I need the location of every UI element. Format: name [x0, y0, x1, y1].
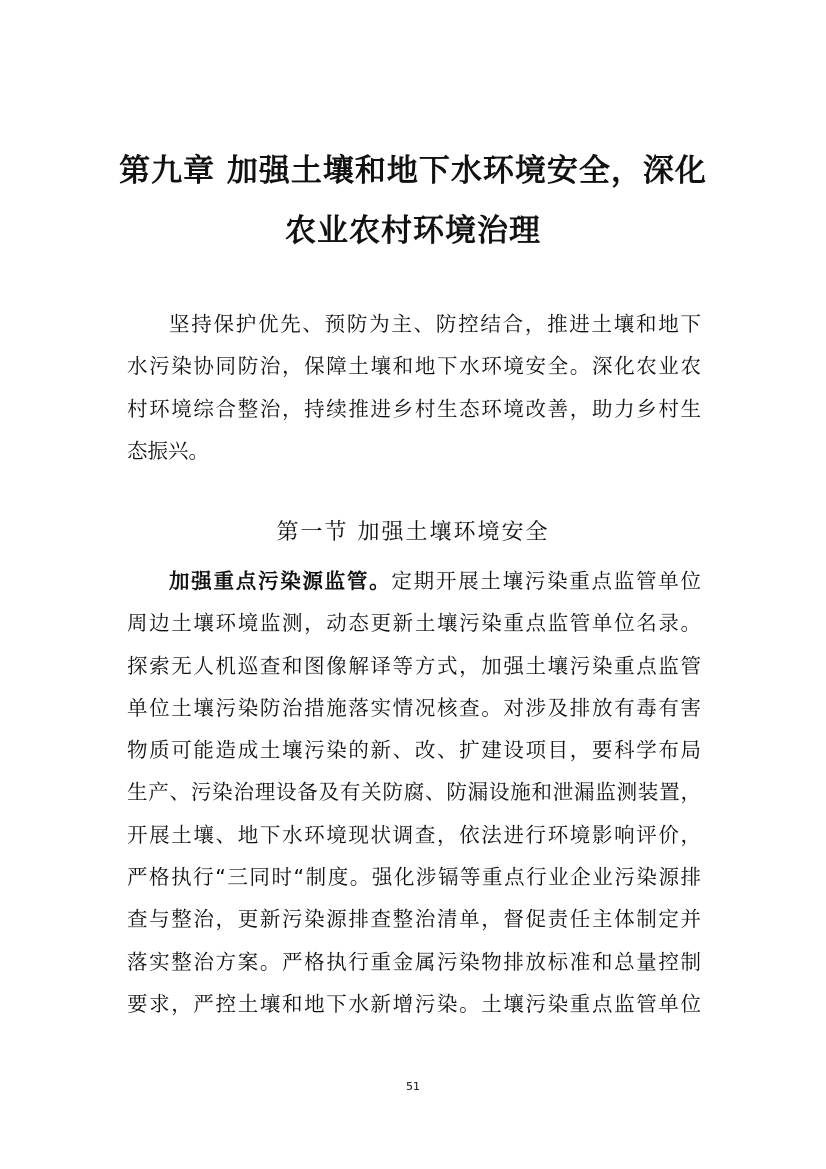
text-line [127, 560, 701, 602]
text-line: 态振兴。 [127, 438, 209, 463]
text-line: 落实整治方案。严格执行重金属污染物排放标准和总量控制 [127, 949, 701, 974]
section-title: 第一节 加强土壤环境安全 [276, 520, 550, 545]
chapter-title-line-2: 农业农村环境治理 [285, 213, 541, 249]
intro-paragraph [127, 303, 701, 472]
text-line: 坚持保护优先、预防为主、防控结合，推进土壤和地下 [169, 312, 701, 336]
text-line: 探索无人机巡查和图像解译等方式，加强土壤污染重点监管 [127, 653, 701, 678]
text-line: 单位土壤污染防治措施落实情况核查。对涉及排放有毒有害 [127, 695, 701, 720]
text-line: 严格执行“三同时“制度。强化涉镉等重点行业企业污染源排 [127, 865, 701, 890]
body-paragraph [127, 560, 701, 1025]
text-line: 物质可能造成土壤污染的新、改、扩建设项目，要科学布局 [127, 738, 701, 763]
text-line: 生产、污染治理设备及有关防腐、防漏设施和泄漏监测装置， [127, 780, 701, 805]
text-line: 要求，严控土壤和地下水新增污染。土壤污染重点监管单位 [127, 991, 701, 1016]
text-line: 查与整治，更新污染源排查整治清单，督促责任主体制定并 [127, 907, 701, 932]
text-line: 水污染协同防治，保障土壤和地下水环境安全。深化农业农 [127, 354, 701, 379]
text-line: 村环境综合整治，持续推进乡村生态环境改善，助力乡村生 [127, 396, 701, 421]
paragraph-first-line: 定期开展土壤污染重点监管单位 [391, 569, 701, 593]
text-line: 开展土壤、地下水环境现状调查，依法进行环境影响评价， [127, 822, 701, 847]
page-number: 51 [406, 1080, 420, 1093]
text-line: 周边土壤环境监测，动态更新土壤污染重点监管单位名录。 [127, 611, 701, 636]
paragraph-lead: 加强重点污染源监管。 [169, 569, 392, 593]
chapter-title-line-1: 第九章 加强土壤和地下水环境安全，深化 [119, 153, 707, 189]
